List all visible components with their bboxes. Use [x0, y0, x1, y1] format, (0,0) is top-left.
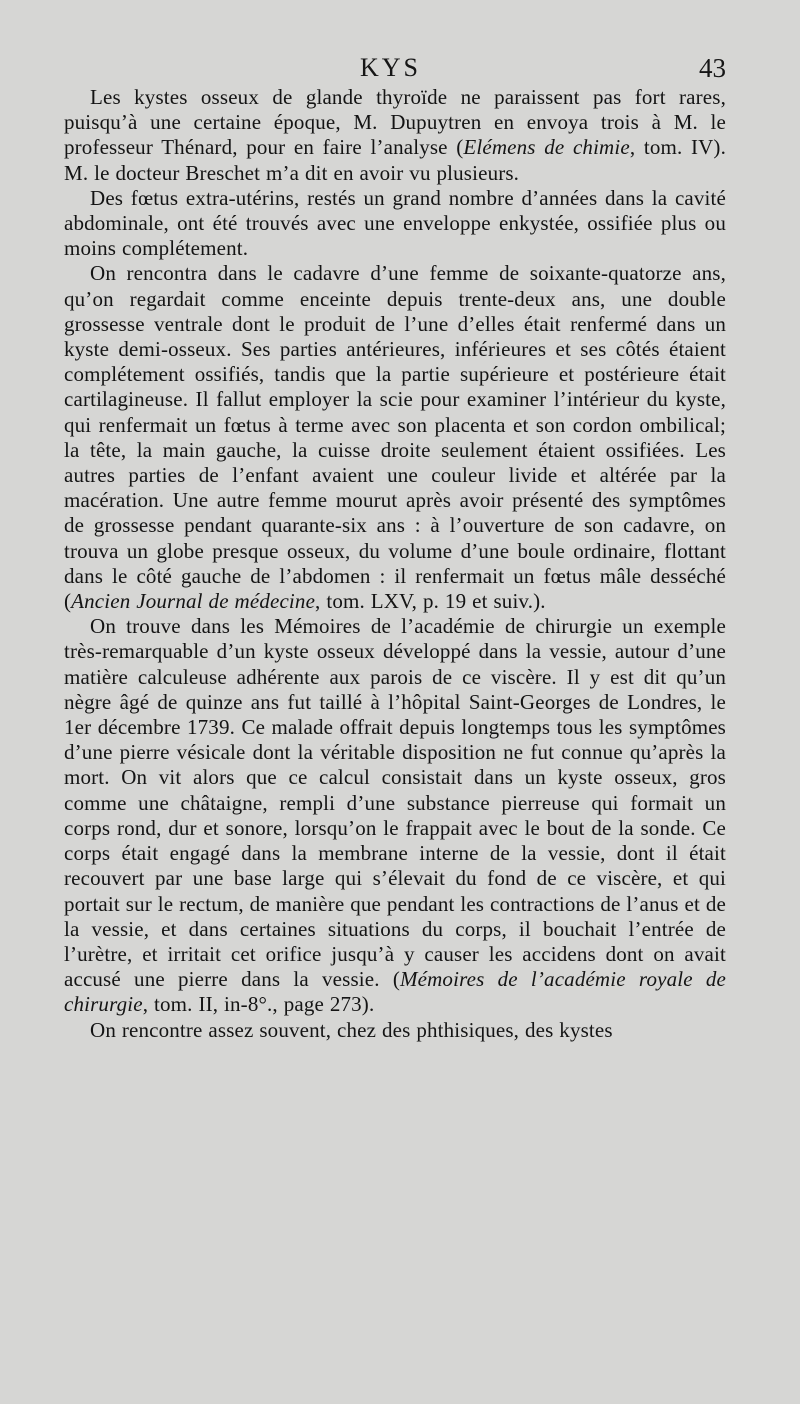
text-segment: On rencontra dans le cadavre d’une femme de soixante-quatorze ans, qu’on regardait comme enceinte depuis trente-deux ans, une double grossesse ventrale dont le produit de l’une d’elles était renfermé dans un kyste demi-osseux. Ses parties antérieures, inférieures et ses côtés étaient complétement ossifiés, tandis que la partie supérieure et postérieure était cartilagineuse. Il fallut employer la scie pour examiner l’intérieur du kyste, qui renfermait un fœtus à terme avec son placenta et son cordon ombilical; la tête, la main gauche, la cuisse droite seulement étaient ossifiées. Les autres parties de l’enfant avaient une couleur livide et altérée par la macération. Une autre femme mourut après avoir présenté des symptômes de grossesse pendant quarante-six ans : à l’ouverture de son cadavre, on trouva un globe presque osseux, du volume d’une boule ordinaire, flottant dans le côté gauche de l’abdomen : il renfermait un fœtus mâle desséché ( [64, 261, 726, 614]
paragraph-thyroid-cysts [64, 85, 726, 186]
page-number: 43 [699, 53, 726, 83]
memoir-title: Mémoires de l’académie royale de chirurgie [64, 967, 726, 1017]
running-head: KYS [360, 53, 422, 82]
page-header [0, 50, 800, 90]
paragraph-extra-uterine-fetuses [64, 186, 726, 262]
paragraph-bladder-cyst [64, 614, 726, 1017]
text-segment: Des fœtus extra-utérins, restés un grand nombre d’années dans la cavité abdominale, ont été trouvés avec une enveloppe enkystée, ossifiée plus ou moins complétement. [64, 185, 726, 261]
paragraph-ventral-pregnancy [64, 261, 726, 614]
text-segment: , tom. LXV, p. 19 et suiv.). [315, 589, 546, 614]
text-segment: , tom. IV). M. le docteur Breschet m’a dit en avoir vu plusieurs. [64, 135, 726, 185]
journal-title: Ancien Journal de médecine [71, 589, 316, 614]
book-title: Elémens de chimie [463, 135, 630, 160]
text-segment: Les kystes osseux de glande thyroïde ne paraissent pas fort rares, puisqu’à une certaine époque, M. Dupuytren en envoya trois à M. le professeur Thénard, pour en faire l’analyse ( [64, 85, 726, 160]
text-segment: On rencontre assez souvent, chez des phthisiques, des kystes [90, 1017, 613, 1042]
text-segment: , tom. II, in-8°., page 273). [142, 992, 375, 1017]
paragraph-phthisics [64, 1018, 726, 1043]
text-segment: On trouve dans les Mémoires de l’académie de chirurgie un exemple très-remarquable d’un kyste osseux développé dans la vessie, autour d’une matière calculeuse adhérente aux parois de ce viscère. Il y est dit qu’un nègre âgé de quinze ans fut taillé à l’hôpital Saint-Georges de Londres, le 1er décembre 1739. Ce malade offrait depuis longtemps tous les symptômes d’une pierre vésicale dont la véritable disposition ne fut connue qu’après la mort. On vit alors que ce calcul consistait dans un kyste osseux, gros comme une châtaigne, rempli d’une substance pierreuse qui formait un corps rond, dur et sonore, lorsqu’on le frappait avec le bout de la sonde. Ce corps était engagé dans la membrane interne de la vessie, dont il était recouvert par une base large qui s’élevait du fond de ce viscère, et qui portait sur le rectum, de manière que pendant les contractions de l’anus et de la vessie, et dans certaines situations du corps, il bouchait l’entrée de l’urètre, et irritait cet orifice jusqu’à y causer les accidens dont on avait accusé une pierre dans la vessie. ( [64, 614, 726, 992]
body-text [64, 85, 726, 1043]
